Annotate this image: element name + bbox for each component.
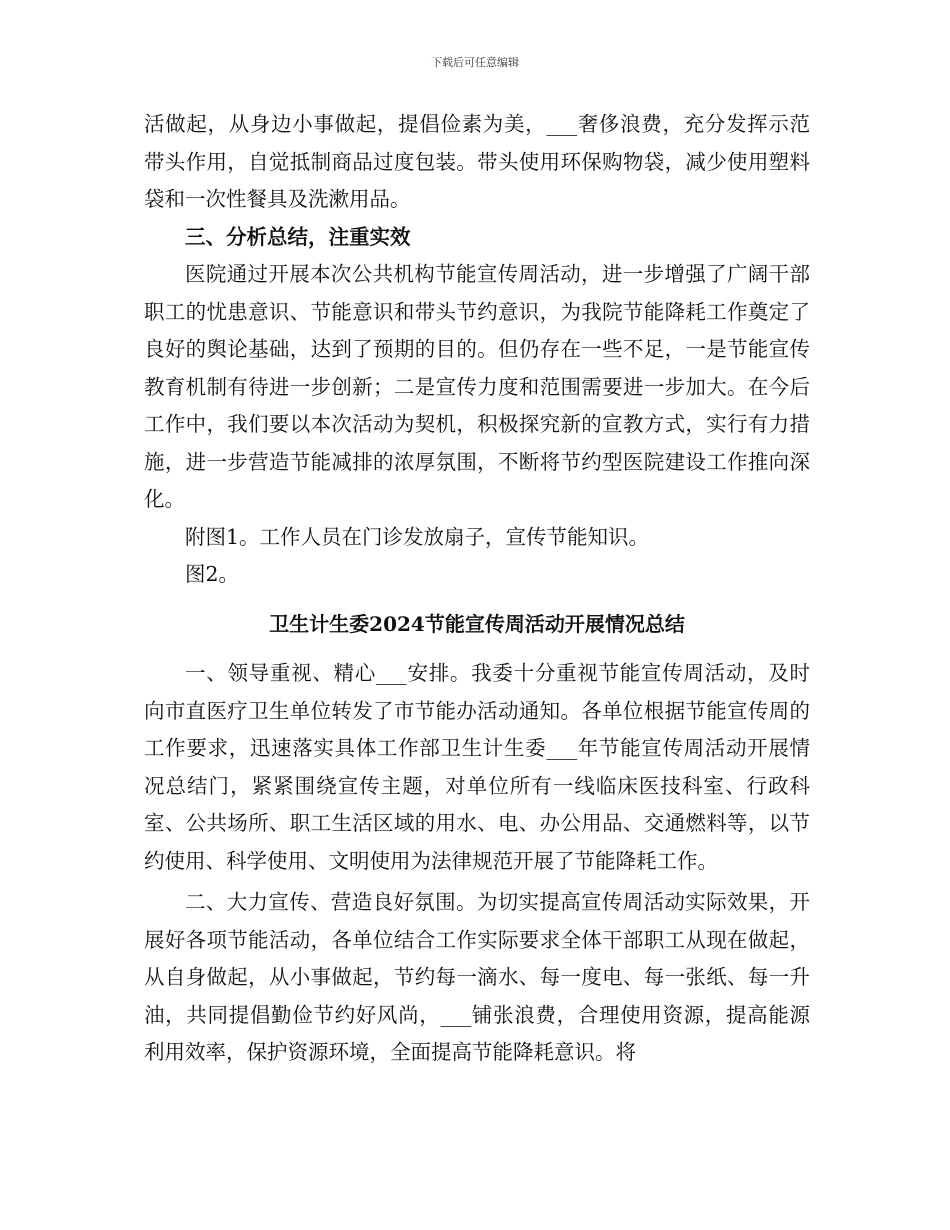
figure-caption-2: 图2。 (185, 562, 240, 586)
paragraph-publicity: 二、大力宣传、营造良好氛围。为切实提高宣传周活动实际效果，开展好各项节能活动，各单位结合工作实际要求全体干部职工从现在做起，从自身做起，从小事做起，节约每一滴水、每一度电、每一张纸、每一升油，共同提倡勤俭节约好风尚，___铺张浪费，合理使用资源，提高能源利用效率，保护资源环境，全面提高节能降耗意识。将 (144, 890, 810, 1064)
document-body (144, 106, 810, 1072)
paragraph-continued: 活做起，从身边小事做起，提倡俭素为美，___奢侈浪费，充分发挥示范带头作用，自觉抵制商品过度包装。带头使用环保购物袋，减少使用塑料袋和一次性餐具及洗漱用品。 (144, 112, 810, 211)
paragraph-leadership: 一、领导重视、精心___安排。我委十分重视节能宣传周活动，及时向市直医疗卫生单位转发了市节能办活动通知。各单位根据节能宣传周的工作要求，迅速落实具体工作部卫生计生委___年节能宣传周活动开展情况总结门，紧紧围绕宣传主题，对单位所有一线临床医技科室、行政科室、公共场所、职工生活区域的用水、电、办公用品、交通燃料等，以节约使用、科学使用、文明使用为法律规范开展了节能降耗工作。 (144, 661, 810, 873)
paragraph-summary: 医院通过开展本次公共机构节能宣传周活动，进一步增强了广阔干部职工的忧患意识、节能意识和带头节约意识，为我院节能降耗工作奠定了良好的舆论基础，达到了预期的目的。但仍存在一些不足，一是节能宣传教育机制有待进一步创新；二是宣传力度和范围需要进一步加大。在今后工作中，我们要以本次活动为契机，积极探究新的宣教方式，实行有力措施，进一步营造节能减排的浓厚氛围，不断将节约型医院建设工作推向深化。 (144, 262, 810, 511)
document-title: 卫生计生委2024节能宣传周活动开展情况总结 (269, 611, 685, 636)
page-header: 下载后可任意编辑 (431, 56, 519, 69)
section-heading: 三、分析总结，注重实效 (185, 224, 411, 249)
figure-caption-1: 附图1。工作人员在门诊发放扇子，宣传节能知识。 (185, 524, 650, 549)
